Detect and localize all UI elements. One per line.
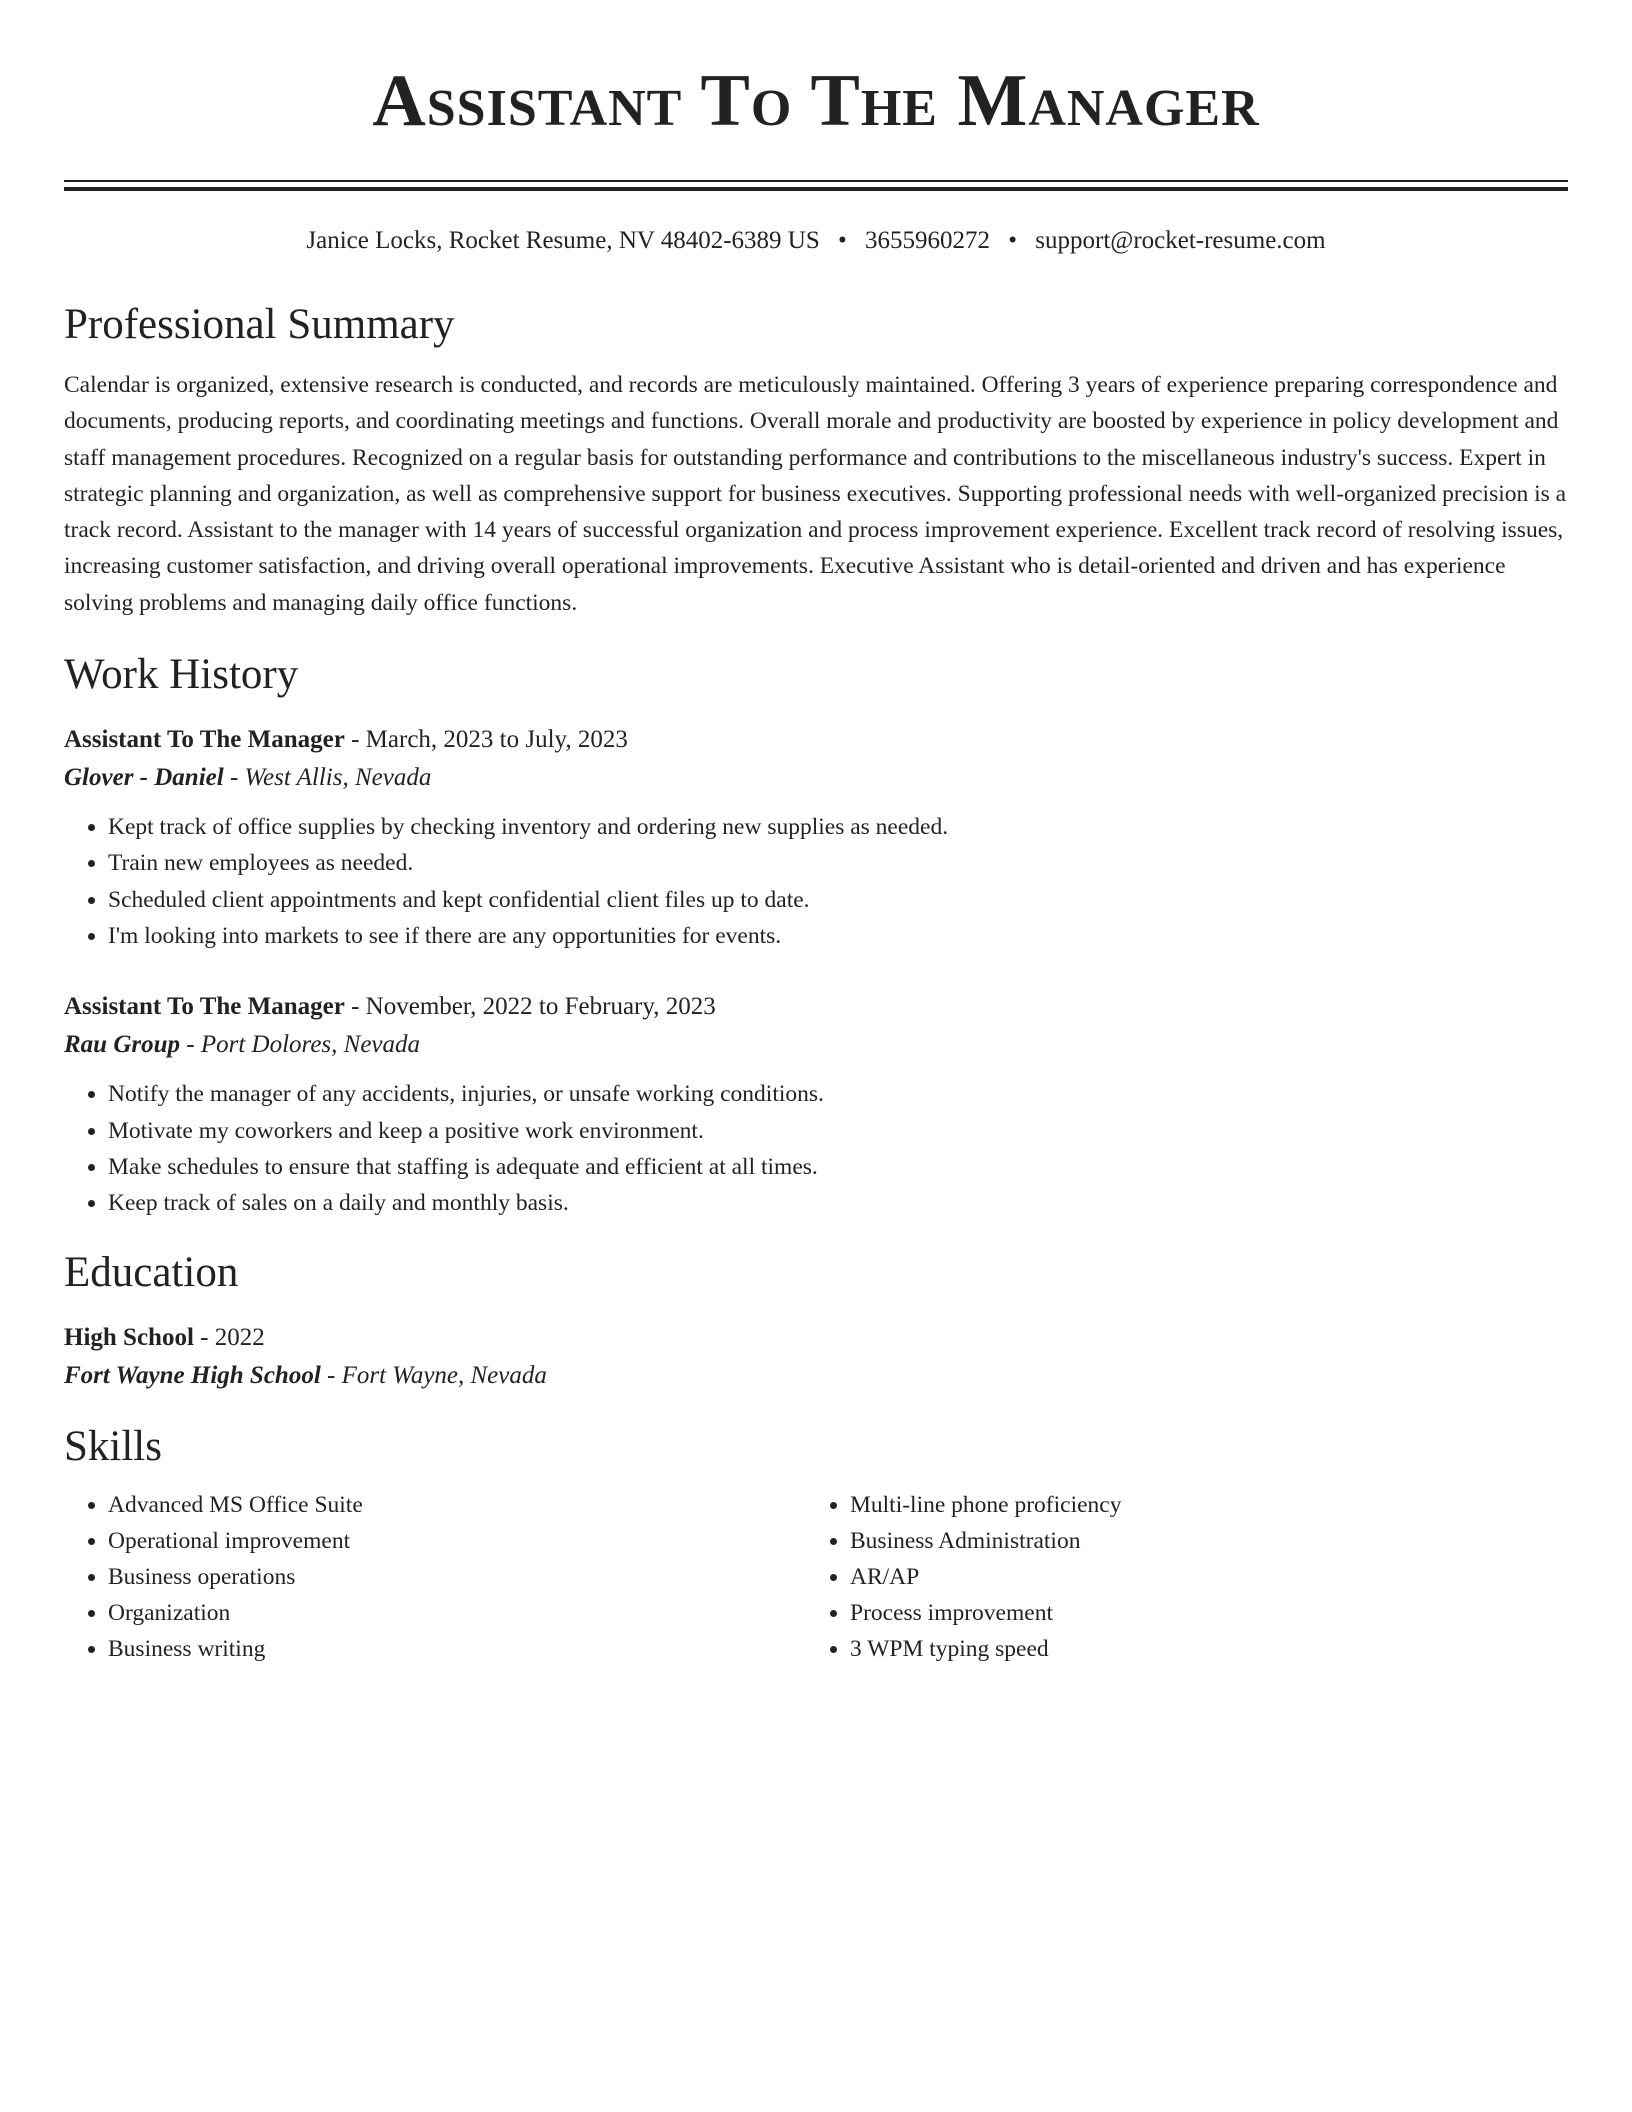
job-title: Assistant To The Manager	[64, 993, 345, 1021]
job-title-line	[64, 721, 1568, 759]
section-heading-education: Education	[64, 1249, 239, 1297]
summary-text: Calendar is organized, extensive research is conducted, and records are meticulously maintained. Offering 3 years of experience preparing correspondence and documents, producing reports, and coordinating meetings and functions. Overall morale and productivity are boosted by experience in policy development and staff management procedures. Recognized on a regular basis for outstanding performance and contributions to the miscellaneous industry's success. Expert in strategic planning and organization, as well as comprehensive support for business executives. Supporting professional needs with well-organized precision is a track record. Assistant to the manager with 14 years of successful organization and process improvement experience. Excellent track record of resolving issues, increasing customer satisfaction, and driving overall operational improvements. Executive Assistant who is detail-oriented and driven and has experience solving problems and managing daily office functions.	[64, 372, 1567, 616]
contact-separator: •	[1008, 227, 1018, 254]
job-company: Rau Group	[64, 1031, 181, 1059]
job-bullets	[64, 809, 1568, 954]
job-bullet: • Kept track of office supplies by checking inventory and ordering new supplies as needed.	[108, 809, 1568, 845]
resume-title: Assistant To The Manager	[372, 60, 1260, 142]
skills-grid	[64, 1487, 1568, 1667]
contact-email: support@rocket-resume.com	[1035, 227, 1326, 254]
job-location: - Port Dolores, Nevada	[180, 1031, 421, 1059]
skill-item: • Business writing	[108, 1631, 806, 1667]
skill-item: • Organization	[108, 1595, 806, 1631]
contact-phone: 3655960272	[865, 227, 991, 254]
job-dates: - March, 2023 to July, 2023	[344, 726, 628, 754]
section-heading-work-history: Work History	[64, 651, 299, 699]
section-heading-skills: Skills	[64, 1423, 162, 1471]
job-title: Assistant To The Manager	[64, 726, 345, 754]
skill-item: • Business operations	[108, 1559, 806, 1595]
job-bullet: • Train new employees as needed.	[108, 845, 1568, 881]
contact-separator: •	[838, 227, 847, 254]
title-divider	[64, 180, 1568, 191]
job-location: - West Allis, Nevada	[223, 764, 432, 792]
skill-item: • Business Administration	[850, 1523, 1548, 1559]
skill-item: • 3 WPM typing speed	[850, 1631, 1548, 1667]
education-school-line	[64, 1357, 1568, 1395]
job-bullet: • Motivate my coworkers and keep a positive work environment.	[108, 1113, 1568, 1149]
skill-item: • Advanced MS Office Suite	[108, 1487, 806, 1523]
job-entry	[64, 988, 1568, 1221]
education-degree: High School	[64, 1324, 194, 1352]
job-dates: - November, 2022 to February, 2023	[344, 993, 716, 1021]
education-entry	[64, 1319, 1568, 1395]
job-bullet: • Keep track of sales on a daily and monthly basis.	[108, 1185, 1568, 1221]
job-title-line	[64, 988, 1568, 1026]
job-bullet: • Notify the manager of any accidents, injuries, or unsafe working conditions.	[108, 1076, 1568, 1112]
job-bullet: • Make schedules to ensure that staffing is adequate and efficient at all times.	[108, 1149, 1568, 1185]
education-school: Fort Wayne High School	[64, 1362, 321, 1390]
skills-column-right	[806, 1487, 1548, 1667]
skill-item: • Operational improvement	[108, 1523, 806, 1559]
job-company: Glover - Daniel	[64, 764, 224, 792]
skills-column-left	[64, 1487, 806, 1667]
skill-item: • Multi-line phone proficiency	[850, 1487, 1548, 1523]
skill-item: • Process improvement	[850, 1595, 1548, 1631]
skill-item: • AR/AP	[850, 1559, 1548, 1595]
education-location: - Fort Wayne, Nevada	[320, 1362, 547, 1390]
job-entry	[64, 721, 1568, 954]
job-company-line	[64, 1026, 1568, 1064]
education-degree-line	[64, 1319, 1568, 1357]
contact-line	[64, 225, 1568, 257]
education-year: - 2022	[193, 1324, 265, 1352]
job-company-line	[64, 759, 1568, 797]
job-bullets	[64, 1076, 1568, 1221]
contact-address: Janice Locks, Rocket Resume, NV 48402-6389 US	[306, 227, 820, 254]
job-bullet: • I'm looking into markets to see if there are any opportunities for events.	[108, 918, 1568, 954]
job-bullet: • Scheduled client appointments and kept confidential client files up to date.	[108, 882, 1568, 918]
section-heading-summary: Professional Summary	[64, 301, 455, 348]
